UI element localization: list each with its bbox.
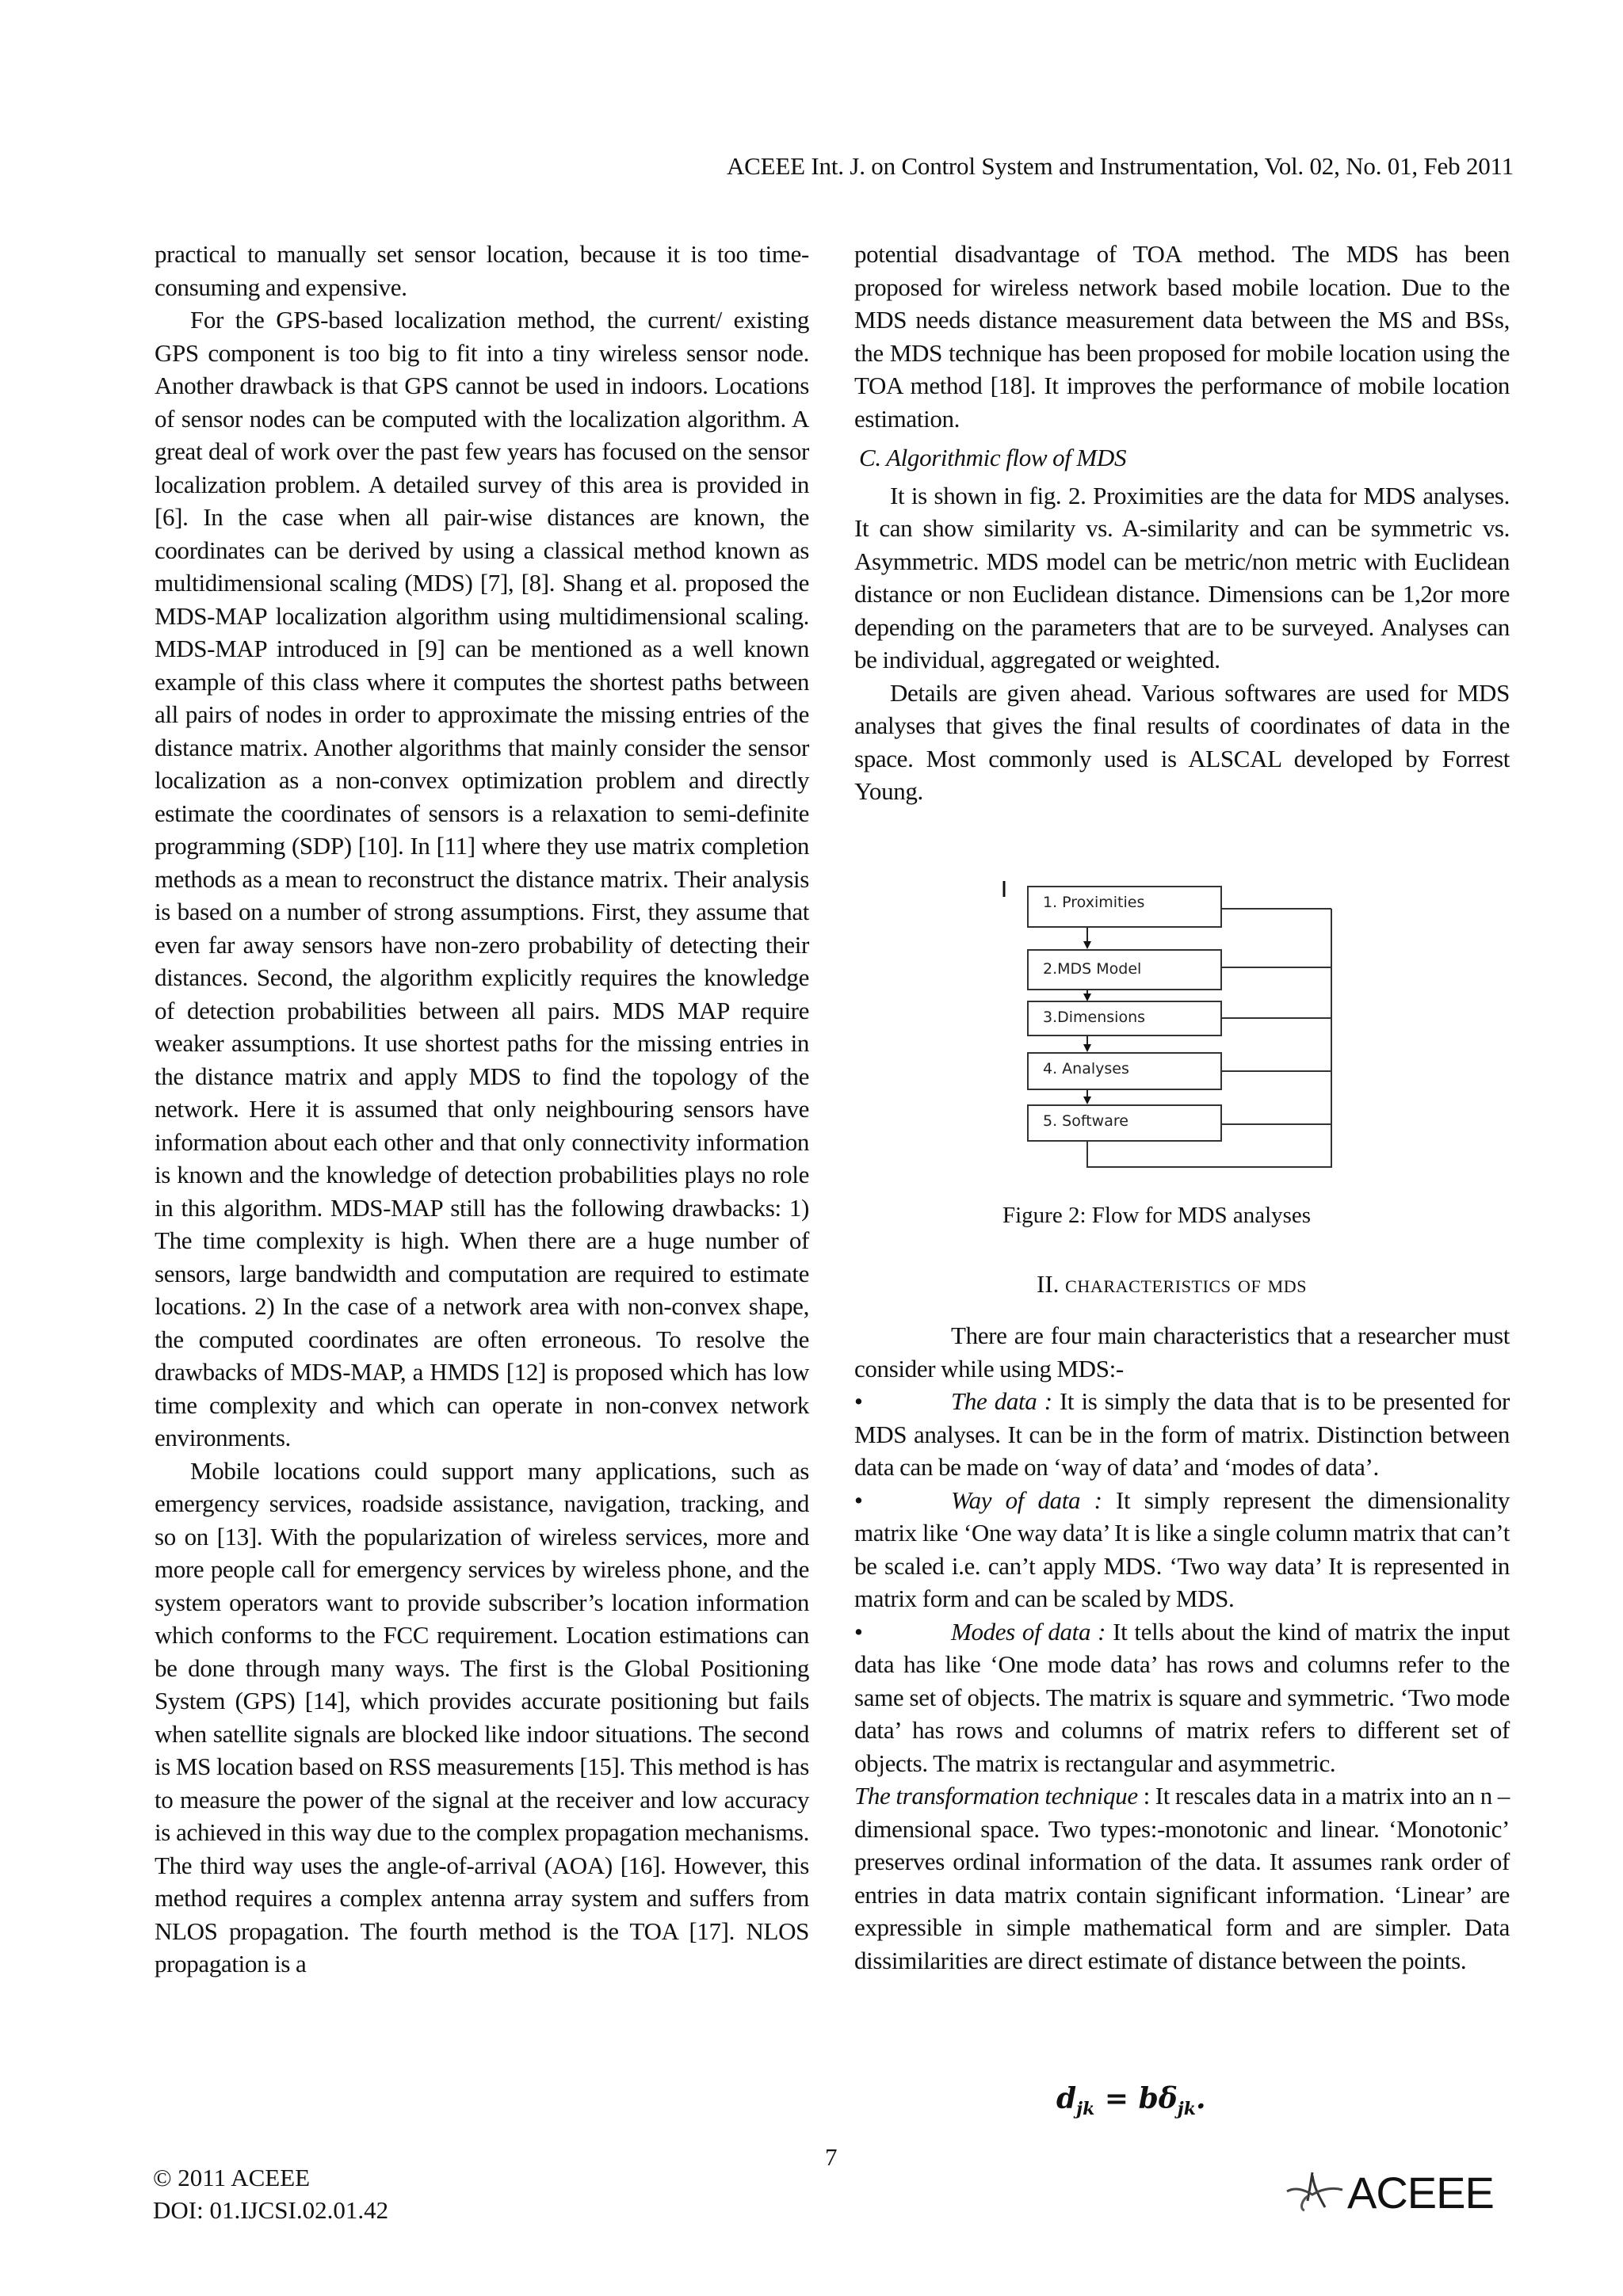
section-heading: C. Algorithmic flow of MDS bbox=[859, 444, 1127, 471]
eq-rhs: bδ bbox=[1138, 2082, 1178, 2115]
flow-box-mds-model bbox=[1027, 949, 1222, 990]
paragraph: There are four main characteristics that a researcher must consider while using MDS:- bbox=[854, 1322, 1510, 1383]
section-numeral: II. bbox=[1037, 1270, 1060, 1298]
copyright: © 2011 ACEEE bbox=[153, 2164, 311, 2191]
flow-box-label: 4. Analyses bbox=[1043, 1060, 1129, 1077]
bullet-item bbox=[854, 1615, 1510, 1780]
bullet-term: The data : bbox=[951, 1387, 1052, 1415]
logo-text: ACEEE bbox=[1347, 2168, 1494, 2218]
section-heading-ii bbox=[1037, 1270, 1307, 1299]
term-text: : It rescales data in a matrix into an n –dimensional space. Two types:-monotonic and linear. ‘Monotonic’ preserves ordinal information of the data. It assumes rank order of entries in data matrix contain significant information. ‘Linear’ are expressible in simple mathematical form and are simpler. Data dissimilarities are direct estimate of distance between the points. bbox=[854, 1782, 1510, 1974]
paragraph: It is shown in fig. 2. Proximities are the data for MDS analyses. It can show similarity vs. A-similarity and can be symmetric vs. Asymmetric. MDS model can be metric/non metric with Euclidean distance or non Euclidean distance. Dimensions can be 1,2or more depending on the parameters that are to be surveyed. Analyses can be individual, aggregated or weighted. bbox=[854, 481, 1510, 673]
bullet-icon: • bbox=[854, 1617, 863, 1646]
flow-box-proximities bbox=[1027, 886, 1222, 928]
flow-box-label: 1. Proximities bbox=[1043, 894, 1145, 911]
bullet-item bbox=[854, 1385, 1510, 1484]
paragraph: potential disadvantage of TOA method. The MDS has been proposed for wireless network based mobile location. Due to the MDS needs distance measurement data between the MS and BSs, the MDS technique has been proposed for mobile location using the TOA method [18]. It improves the performance of mobile location estimation. bbox=[854, 240, 1510, 433]
bullet-icon: • bbox=[854, 1486, 863, 1514]
paragraph: Mobile locations could support many applications, such as emergency services, roadside assistance, navigation, tracking, and so on [13]. With the popularization of wireless services, more and more people call for emergency services by wireless phone, and the system operators want to provide subscriber’s location information which conforms to the FCC requirement. Location estimations can be done through many ways. The first is the Global Positioning System (GPS) [14], which provides accurate positioning but fails when satellite signals are blocked like indoor situations. The second is MS location based on RSS measurements [15]. This method is has to measure the power of the signal at the receiver and low accuracy is achieved in this way due to the complex propagation mechanisms. The third way uses the angle-of-arrival (AOA) [16]. However, this method requires a complex antenna array system and suffers from NLOS propagation. The fourth method is the TOA [17]. NLOS propagation is a bbox=[155, 1456, 809, 1978]
journal-header: ACEEE Int. J. on Control System and Instrumentation, Vol. 02, No. 01, Feb 2011 bbox=[726, 152, 1514, 180]
eq-rhs-sub: jk bbox=[1177, 2099, 1196, 2120]
eq-lhs-sub: jk bbox=[1076, 2099, 1095, 2120]
paragraph: For the GPS-based localization method, the current/ existing GPS component is too big to fit into a tiny wireless sensor node. Another drawback is that GPS cannot be used in indoors. Locations of sensor nodes can be computed with the localization algorithm. A great deal of work over the past few years has focused on the sensor localization problem. A detailed survey of this area is provided in [6]. In the case when all pair-wise distances are known, the coordinates can be derived by using a classical method known as multidimensional scaling (MDS) [7], [8]. Shang et al. proposed the MDS-MAP localization algorithm using multidimensional scaling. MDS-MAP introduced in [9] can be mentioned as a well known example of this class where it computes the shortest paths between all pairs of nodes in order to approximate the missing entries of the distance matrix. Another algorithms that mainly consider the sensor localization as a non-convex optimization problem and directly estimate the coordinates of sensors is a relaxation to semi-definite programming (SDP) [10]. In [11] where they use matrix completion methods as a mean to reconstruct the distance matrix. Their analysis is based on a number of strong assumptions. First, they assume that even far away sensors have non-zero probability of detecting their distances. Second, the algorithm explicitly requires the knowledge of detection probabilities between all pairs. MDS MAP require weaker assumptions. It use shortest paths for the missing entries in the distance matrix and apply MDS to find the topology of the network. Here it is assumed that only neighbouring sensors have information about each other and that only connectivity information is known and the knowledge of detection probabilities plays no role in this algorithm. MDS-MAP still has the following drawbacks: 1) The time complexity is high. When there are a huge number of sensors, large bandwidth and computation are required to estimate locations. 2) In the case of a network area with non-convex shape, the computed coordinates are often erroneous. To resolve the drawbacks of MDS-MAP, a HMDS [12] is proposed which has low time complexity and which can operate in non-convex network environments. bbox=[155, 306, 809, 1451]
right-column-lower bbox=[854, 1319, 1510, 1977]
bullet-term: Way of data : bbox=[951, 1486, 1102, 1514]
flow-box-label: 2.MDS Model bbox=[1043, 960, 1142, 978]
eq-end: . bbox=[1196, 2082, 1206, 2115]
aceee-logo bbox=[1284, 2167, 1494, 2218]
term: The transformation technique bbox=[854, 1782, 1138, 1810]
section-title: characteristics of mds bbox=[1065, 1270, 1308, 1298]
figure-caption: Figure 2: Flow for MDS analyses bbox=[1002, 1203, 1312, 1228]
paragraph: practical to manually set sensor location, because it is too time-consuming and expensive. bbox=[155, 240, 809, 301]
doi: DOI: 01.IJCSI.02.01.42 bbox=[153, 2196, 389, 2224]
left-column bbox=[155, 238, 809, 1981]
flow-box-software bbox=[1027, 1104, 1222, 1142]
bullet-text: It simply represent the dimensionality matrix like ‘One way data’ It is like a single column matrix that can’t be scaled i.e. can’t apply MDS. ‘Two way data’ It is represented in matrix form and can be scaled by MDS. bbox=[854, 1486, 1510, 1612]
paragraph: Details are given ahead. Various softwares are used for MDS analyses that gives the final results of coordinates of data in the space. Most commonly used is ALSCAL developed by Forrest Young. bbox=[854, 678, 1510, 805]
flow-box-dimensions bbox=[1027, 1001, 1222, 1036]
flow-box-analyses bbox=[1027, 1052, 1222, 1090]
bullet-term: Modes of data : bbox=[951, 1617, 1106, 1646]
eq-lhs: d bbox=[1056, 2082, 1077, 2115]
bullet-item bbox=[854, 1484, 1510, 1615]
flow-box-label: 3.Dimensions bbox=[1043, 1009, 1146, 1026]
eq-sign: = bbox=[1094, 2082, 1139, 2115]
bullet-text: It is simply the data that is to be presented for MDS analyses. It can be in the form of matrix. Distinction between data can be made on ‘way of data’ and ‘modes of data’. bbox=[854, 1387, 1510, 1481]
star-logo-icon bbox=[1284, 2169, 1347, 2217]
page-number: 7 bbox=[825, 2143, 838, 2171]
flow-box-label: 5. Software bbox=[1043, 1112, 1128, 1130]
footer-info bbox=[153, 2161, 388, 2226]
paragraph bbox=[854, 1779, 1510, 1977]
equation bbox=[1056, 2082, 1206, 2119]
bullet-icon: • bbox=[854, 1387, 863, 1415]
right-column bbox=[854, 238, 1510, 808]
bullet-text: It tells about the kind of matrix the input data has like ‘One mode data’ has rows and columns refer to the same set of objects. The matrix is square and symmetric. ‘Two mode data’ has rows and columns of matrix refers to different set of objects. The matrix is rectangular and asymmetric. bbox=[854, 1617, 1510, 1777]
